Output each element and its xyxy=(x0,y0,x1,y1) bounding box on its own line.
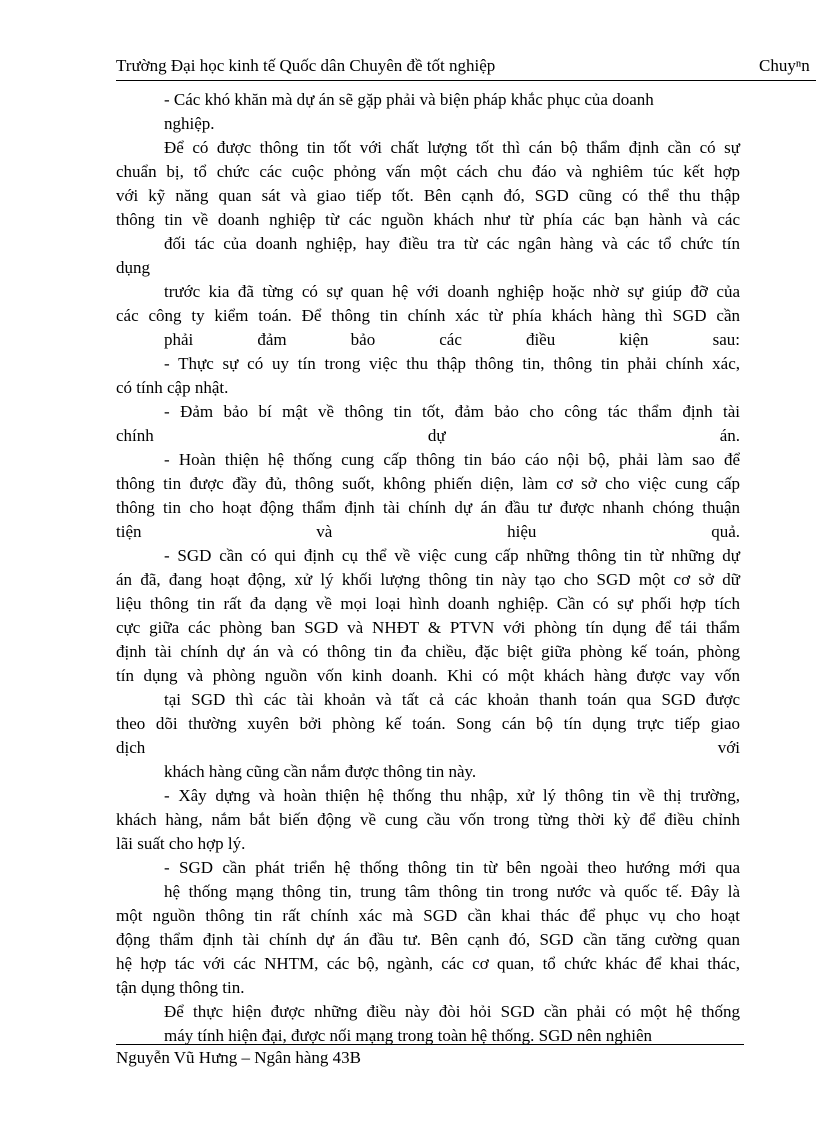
text-line: chuẩn bị, tổ chức các cuộc phỏng vấn một cách chu đáo và nghiêm túc kết hợp xyxy=(116,162,740,181)
text-line: phải đảm bảo các điều kiện sau: xyxy=(164,330,740,349)
text-line: định tài chính dự án và có thông tin đa chiều, đặc biệt giữa phòng kế toán, phòng xyxy=(116,642,740,661)
text-line: án đã, đang hoạt động, xử lý khối lượng thông tin này tạo cho SGD một cơ sở dữ xyxy=(116,570,740,589)
text-line: khách hàng, nắm bắt biến động về cung cầu vốn trong từng thời kỳ để điều chỉnh xyxy=(116,810,740,829)
text-line: - Hoàn thiện hệ thống cung cấp thông tin báo cáo nội bộ, phải làm sao để xyxy=(164,450,740,469)
text-line: nghiệp. xyxy=(164,114,215,133)
text-line: lãi suất cho hợp lý. xyxy=(116,834,246,853)
text-line: có tính cập nhật. xyxy=(116,378,229,397)
text-line: - Các khó khăn mà dự án sẽ gặp phải và biện pháp khắc phục của doanh xyxy=(164,90,654,109)
text-line: Để có được thông tin tốt với chất lượng tốt thì cán bộ thẩm định cần có sự xyxy=(164,138,740,157)
text-line: khách hàng cũng cần nắm được thông tin này. xyxy=(164,762,477,781)
page-header xyxy=(116,52,816,81)
header-right-text: Chuyⁿn xyxy=(759,56,810,75)
text-line: cực giữa các phòng ban SGD và NHĐT & PTVN với phòng tín dụng để tái thẩm xyxy=(116,618,740,637)
text-line: chính dự án. xyxy=(116,426,740,445)
text-line: dịch với xyxy=(116,738,740,757)
page-footer: Nguyễn Vũ Hưng – Ngân hàng 43B xyxy=(116,1044,744,1068)
text-line: thông tin cho hoạt động thẩm định tài chính dự án đầu tư được nhanh chóng thuận xyxy=(116,498,740,517)
text-line: máy tính hiện đại, được nối mạng trong toàn hệ thống. SGD nên nghiên xyxy=(164,1026,652,1045)
text-line: tín dụng và phòng nguồn vốn kinh doanh. Khi có một khách hàng được vay vốn xyxy=(116,666,740,685)
text-line: trước kia đã từng có sự quan hệ với doanh nghiệp hoặc nhờ sự giúp đỡ của xyxy=(164,282,740,301)
text-line: với kỹ năng quan sát và giao tiếp tốt. Bên cạnh đó, SGD cũng có thể thu thập xyxy=(116,186,740,205)
text-line: hệ hợp tác với các NHTM, các bộ, ngành, các cơ quan, tổ chức khác để khai thác, xyxy=(116,954,740,973)
text-line: đối tác của doanh nghiệp, hay điều tra từ các ngân hàng và các tổ chức tín xyxy=(164,234,740,253)
text-line: - SGD cần có qui định cụ thể về việc cung cấp những thông tin từ những dự xyxy=(164,546,740,565)
text-line: liệu thông tin rất đa dạng về mọi loại hình doanh nghiệp. Cần có sự phối hợp tích xyxy=(116,594,740,613)
text-line: - Thực sự có uy tín trong việc thu thập thông tin, thông tin phải chính xác, xyxy=(164,354,740,373)
text-line: theo dõi thường xuyên bởi phòng kế toán. Song cán bộ tín dụng trực tiếp giao xyxy=(116,714,740,733)
text-line: Để thực hiện được những điều này đòi hỏi SGD cần phải có một hệ thống xyxy=(164,1002,740,1021)
text-line: tiện và hiệu quả. xyxy=(116,522,740,541)
header-title: Trường Đại học kinh tế Quốc dân Chuyên đề tốt nghiệp xyxy=(116,56,496,75)
text-line: - Đảm bảo bí mật về thông tin tốt, đảm bảo cho công tác thẩm định tài xyxy=(164,402,740,421)
text-line: thông tin về doanh nghiệp từ các nguồn khách như từ phía các bạn hành và các xyxy=(116,210,740,229)
text-line: tận dụng thông tin. xyxy=(116,978,245,997)
text-line: các công ty kiểm toán. Để thông tin chính xác từ phía khách hàng thì SGD cần xyxy=(116,306,740,325)
text-line: hệ thống mạng thông tin, trung tâm thông tin trong nước và quốc tế. Đây là xyxy=(164,882,740,901)
text-line: động thẩm định tài chính dự án đầu tư. Bên cạnh đó, SGD cần tăng cường quan xyxy=(116,930,740,949)
text-line: thông tin được đầy đủ, thông suốt, không phiến diện, làm cơ sở cho việc cung cấp xyxy=(116,474,740,493)
text-line: - Xây dựng và hoàn thiện hệ thống thu nhập, xử lý thông tin về thị trường, xyxy=(164,786,740,805)
text-line: - SGD cần phát triển hệ thống thông tin từ bên ngoài theo hướng mới qua xyxy=(164,858,740,877)
text-line: dụng xyxy=(116,258,150,277)
text-line: một nguồn thông tin rất chính xác mà SGD cần khai thác để phục vụ cho hoạt xyxy=(116,906,740,925)
text-line: tại SGD thì các tài khoản và tất cả các khoản thanh toán qua SGD được xyxy=(164,690,740,709)
